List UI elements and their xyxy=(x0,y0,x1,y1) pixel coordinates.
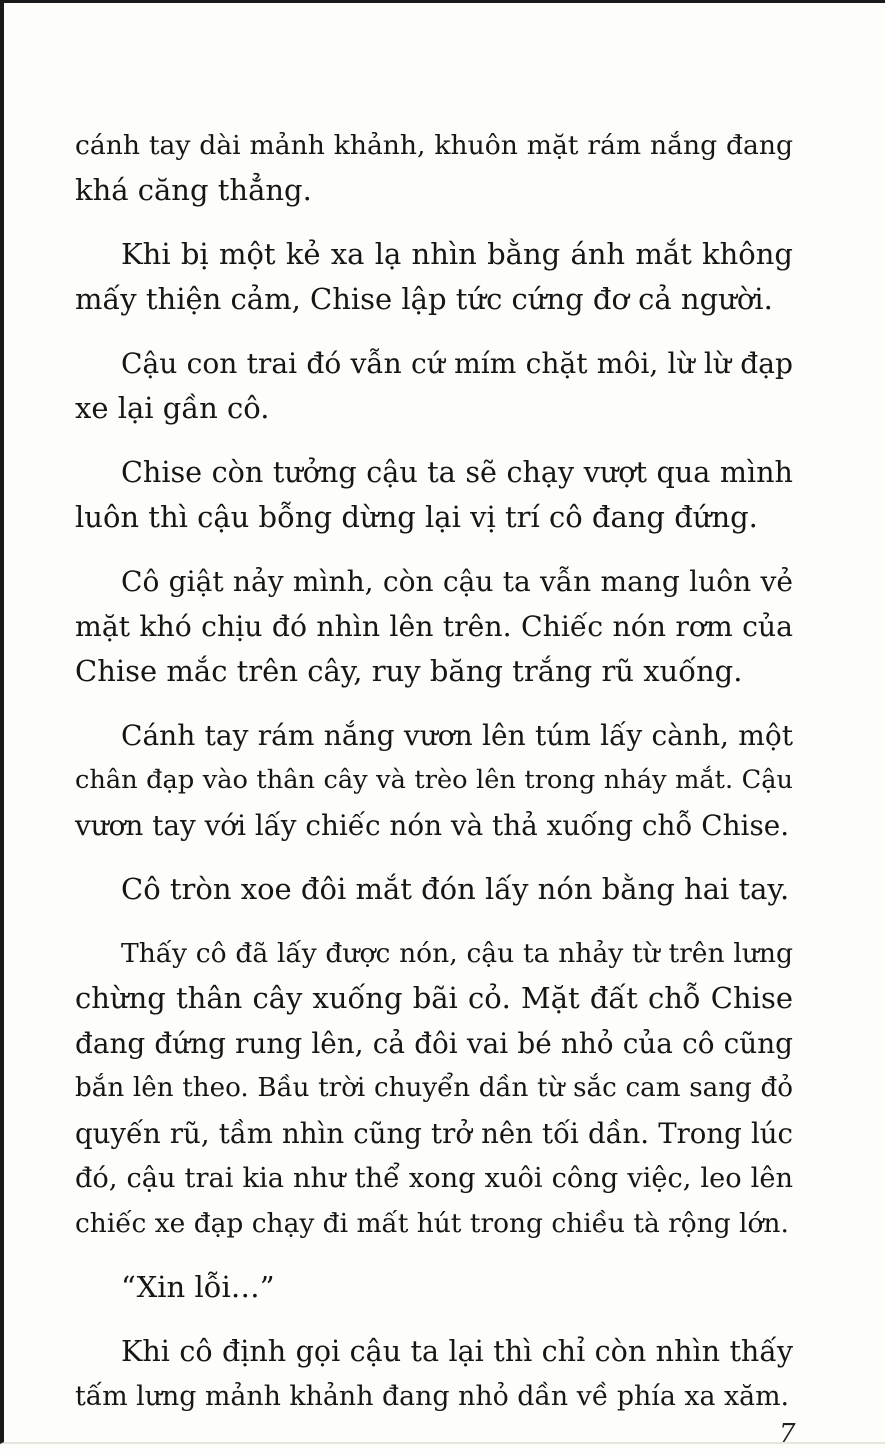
text-line: luôn thì cậu bỗng dừng lại vị trí cô đang đứng. xyxy=(75,500,758,534)
text-line: xe lại gần cô. xyxy=(75,391,270,425)
page-number: 7 xyxy=(779,1419,796,1449)
text-line: chân đạp vào thân cây và trèo lên trong nháy mắt. Cậu xyxy=(75,765,793,795)
text-line: Cánh tay rám nắng vươn lên túm lấy cành, một xyxy=(121,719,793,752)
text-line: chiếc xe đạp chạy đi mất hút trong chiều tà rộng lớn. xyxy=(75,1208,789,1239)
text-line: khá căng thẳng. xyxy=(75,173,312,207)
text-line: mấy thiện cảm, Chise lập tức cứng đơ cả người. xyxy=(75,282,773,316)
text-line: tấm lưng mảnh khảnh đang nhỏ dần về phía xa xăm. xyxy=(75,1381,790,1412)
text-line: Chise còn tưởng cậu ta sẽ chạy vượt qua mình xyxy=(121,455,793,489)
text-line: Cô tròn xoe đôi mắt đón lấy nón bằng hai tay. xyxy=(121,872,790,906)
body-text xyxy=(75,123,793,1419)
text-line: Cậu con trai đó vẫn cứ mím chặt môi, lừ lừ đạp xyxy=(121,347,793,380)
text-line: Thấy cô đã lấy được nón, cậu ta nhảy từ trên lưng xyxy=(121,938,793,969)
text-line: “Xin lỗi…” xyxy=(121,1270,275,1304)
text-line: Khi bị một kẻ xa lạ nhìn bằng ánh mắt không xyxy=(121,237,793,271)
text-line: cánh tay dài mảnh khảnh, khuôn mặt rám nắng đang xyxy=(75,130,793,161)
text-line: đang đứng rung lên, cả đôi vai bé nhỏ của cô cũng xyxy=(75,1027,793,1060)
text-line: bắn lên theo. Bầu trời chuyển dần từ sắc cam sang đỏ xyxy=(75,1073,793,1103)
text-line: đó, cậu trai kia như thể xong xuôi công việc, leo lên xyxy=(75,1163,793,1194)
text-line: chừng thân cây xuống bãi cỏ. Mặt đất chỗ Chise xyxy=(75,981,793,1015)
text-line: Cô giật nảy mình, còn cậu ta vẫn mang luôn vẻ xyxy=(121,565,793,598)
text-line: vươn tay với lấy chiếc nón và thả xuống chỗ Chise. xyxy=(75,809,790,842)
text-line: quyến rũ, tầm nhìn cũng trở nên tối dần. Trong lúc xyxy=(75,1117,793,1150)
text-line: Khi cô định gọi cậu ta lại thì chỉ còn nhìn thấy xyxy=(121,1334,793,1368)
text-line: mặt khó chịu đó nhìn lên trên. Chiếc nón rơm của xyxy=(75,610,793,643)
text-line: Chise mắc trên cây, ruy băng trắng rũ xuống. xyxy=(75,654,743,688)
